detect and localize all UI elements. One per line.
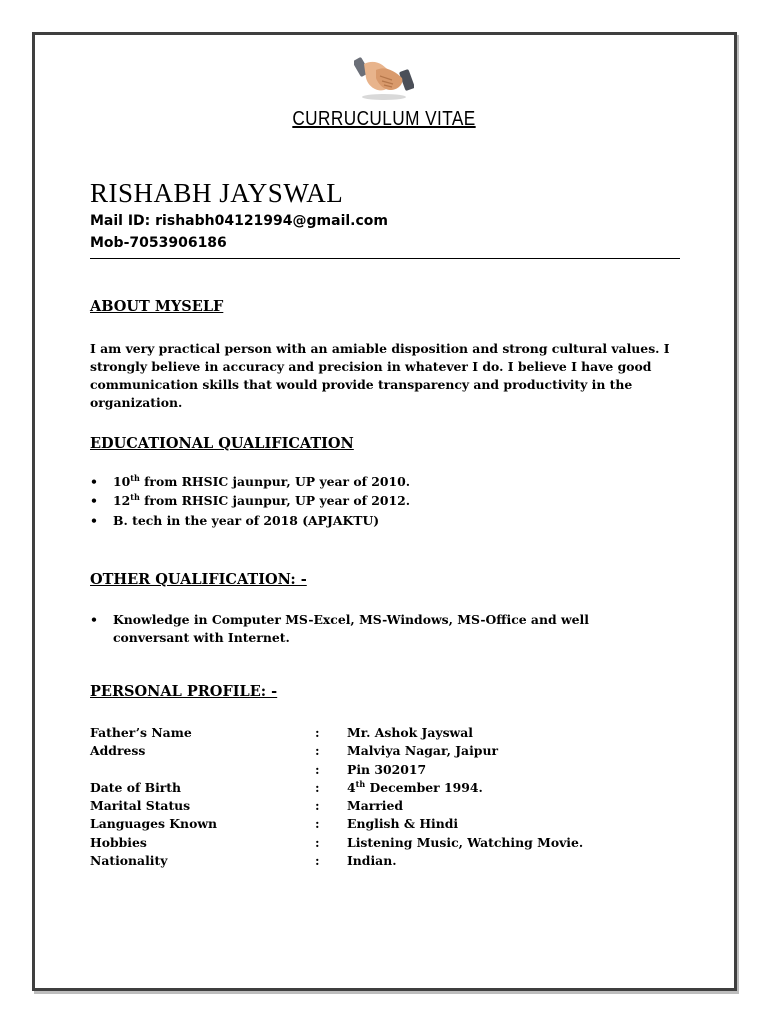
list-item: • 12th from RHSIC jaunpur, UP year of 2012. — [90, 491, 410, 510]
mobile-line: Mob-7053906186 — [90, 235, 227, 251]
profile-heading: PERSONAL PROFILE: - — [90, 683, 278, 700]
about-heading: ABOUT MYSELF — [90, 298, 224, 315]
cv-title: CURRUCULUM VITAE — [292, 108, 476, 130]
profile-label: Date of Birth — [90, 779, 182, 795]
profile-label: Hobbies — [90, 834, 147, 850]
profile-value: Married — [347, 798, 404, 814]
list-item: • B. tech in the year of 2018 (APJAKTU) — [90, 511, 410, 530]
email-line: Mail ID: rishabh04121994@gmail.com — [90, 213, 388, 229]
profile-label: Nationality — [90, 853, 168, 869]
list-item: • 10th from RHSIC jaunpur, UP year of 2010. — [90, 472, 410, 491]
profile-value: English & Hindi — [347, 816, 459, 832]
profile-value: Malviya Nagar, Jaipur — [347, 743, 498, 759]
profile-label: Marital Status — [90, 798, 191, 814]
profile-value: Indian. — [347, 853, 397, 869]
candidate-name: RISHABH JAYSWAL — [90, 178, 344, 208]
header-divider — [90, 258, 680, 259]
profile-value: Pin 302017 — [347, 761, 427, 777]
list-item: • Knowledge in Computer MS-Excel, MS-Windows, MS-Office and well conversant with Internet. — [90, 611, 658, 647]
profile-value: 4th December 1994. — [347, 778, 483, 795]
education-heading: EDUCATIONAL QUALIFICATION — [90, 435, 354, 452]
profile-value: Listening Music, Watching Movie. — [347, 834, 584, 850]
education-list — [90, 472, 410, 530]
profile-value: Mr. Ashok Jayswal — [347, 725, 473, 740]
profile-label: Father’s Name — [90, 725, 192, 740]
other-heading: OTHER QUALIFICATION: - — [90, 571, 307, 588]
profile-label: Address — [90, 743, 146, 759]
about-paragraph: I am very practical person with an amiable disposition and strong cultural values. I strongly believe in accuracy and precision in whatever I do. I believe I have good communication skills that would provide transparency and productivity in the organization. — [90, 341, 670, 410]
handshake-icon — [354, 50, 414, 102]
other-list — [90, 611, 658, 647]
profile-label: Languages Known — [90, 816, 218, 832]
